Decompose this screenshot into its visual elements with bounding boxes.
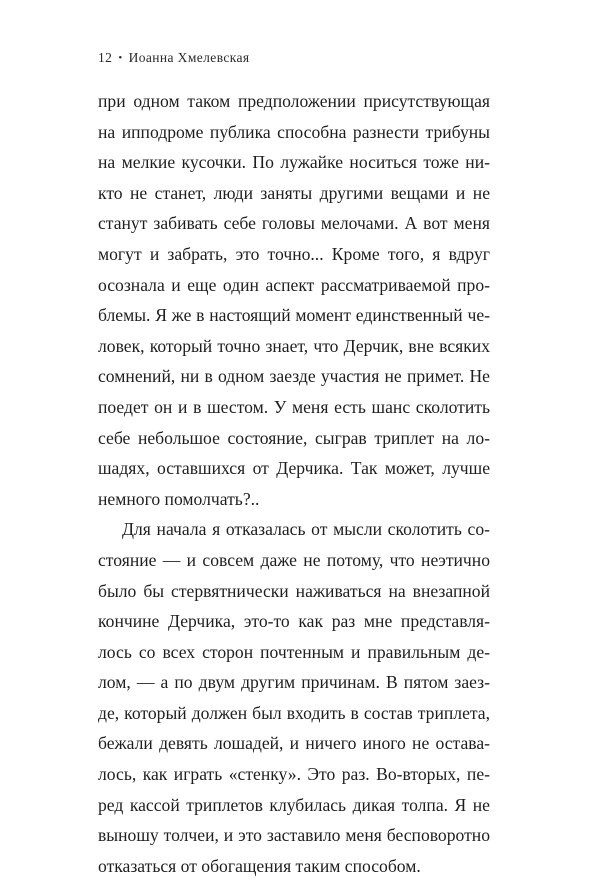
text-line: выношу толчеи, и это заставило меня бесповоротно [98, 825, 490, 846]
text-line: лом, — а по двум другим причинам. В пятом заез- [98, 672, 490, 693]
text-line: сомнений, ни в одном заезде участия не примет. Не [98, 366, 490, 387]
text-line: кончине Дерчика, это-то как раз мне представля- [98, 611, 490, 632]
text-line: отказаться от обогащения таким способом. [98, 855, 421, 876]
paragraph-2 [98, 514, 490, 881]
header-separator: • [118, 52, 123, 64]
text-line: ловек, который точно знает, что Дерчик, вне всяких [98, 335, 490, 356]
running-header [98, 50, 250, 66]
text-line: на ипподроме публика способна разнести трибуны [98, 121, 490, 142]
text-line: себе небольшое состояние, сыграв триплет на ло- [98, 427, 490, 448]
text-line: немного помолчать?.. [98, 488, 260, 509]
text-line: лось со всех сторон почтенным и правильным де- [98, 641, 490, 662]
text-line: де, который должен был входить в состав триплета, [98, 702, 490, 723]
text-line: бежали девять лошадей, и ничего иного не остава- [98, 733, 490, 754]
text-line: ред кассой триплетов клубилась дикая толпа. Я не [98, 794, 490, 815]
text-line: станут забивать себе головы мелочами. А вот меня [98, 213, 490, 234]
body-text [98, 86, 490, 881]
paragraph-1 [98, 86, 490, 514]
text-line: кто не станет, люди заняты другими вещами и не [98, 182, 490, 203]
author-name: Иоанна Хмелевская [128, 50, 250, 65]
text-line: могут и забрать, это точно... Кроме того, я вдруг [98, 243, 490, 264]
text-line: стояние — и совсем даже не потому, что неэтично [98, 549, 490, 570]
text-line: поедет он и в шестом. У меня есть шанс сколотить [98, 396, 490, 417]
text-line: при одном таком предположении присутствующая [98, 91, 490, 111]
text-line: на мелкие кусочки. По лужайке носиться тоже ни- [98, 152, 490, 173]
text-line: Для начала я отказалась от мысли сколотить со- [122, 519, 490, 540]
text-line: шадях, оставшихся от Дерчика. Так может, лучше [98, 458, 490, 479]
text-line: лось, как играть «стенку». Это раз. Во-вторых, пе- [98, 764, 490, 785]
page-number: 12 [98, 50, 113, 65]
text-line: блемы. Я же в настоящий момент единственный че- [98, 305, 490, 326]
text-line: осознала и еще один аспект рассматриваемой про- [98, 274, 490, 295]
text-line: было бы стервятнически наживаться на внезапной [98, 580, 490, 601]
